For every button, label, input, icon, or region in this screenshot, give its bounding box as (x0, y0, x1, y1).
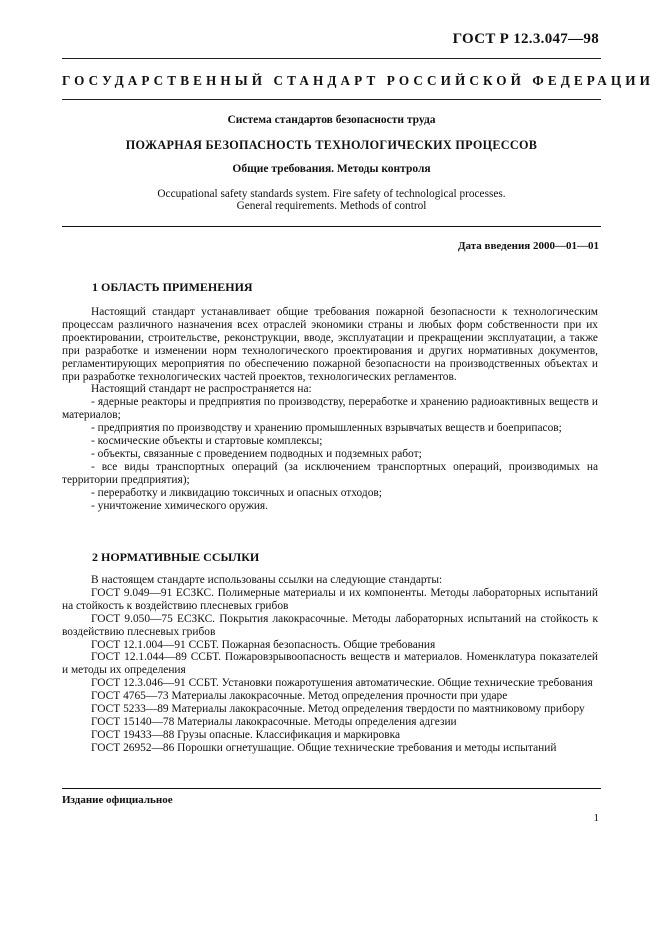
reference-item: ГОСТ 4765—73 Материалы лакокрасочные. Метод определения прочности при ударе (91, 690, 508, 703)
footer-rule (62, 788, 601, 789)
english-title (62, 188, 601, 212)
list-item: - переработку и ликвидацию токсичных и опасных отходов; (91, 486, 382, 499)
edition-label: Издание официальное (62, 794, 173, 806)
reference-item: ГОСТ 9.050—75 ЕСЗКС. Покрытия лакокрасочные. Методы лабораторных испытаний на стойкость к воздействию плесневых грибов (62, 612, 598, 638)
header-rule (62, 58, 601, 59)
reference-item: ГОСТ 9.049—91 ЕСЗКС. Полимерные материалы и их компоненты. Методы лабораторных испытаний на стойкость к воздействию плесневых грибов (62, 586, 598, 612)
reference-item: ГОСТ 5233—89 Материалы лакокрасочные. Метод определения твердости по маятниковому прибору (91, 703, 585, 716)
state-standard-banner: ГОСУДАРСТВЕННЫЙ СТАНДАРТ РОССИЙСКОЙ ФЕДЕРАЦИИ (62, 73, 654, 88)
reference-item: ГОСТ 12.3.046—91 ССБТ. Установки пожаротушения автоматические. Общие технические требования (91, 677, 593, 690)
title-rule (62, 226, 601, 227)
english-title-line: Occupational safety standards system. Fire safety of technological processes. (157, 188, 506, 200)
reference-item: ГОСТ 12.1.044—89 ССБТ. Пожаровзрывоопасность веществ и материалов. Номенклатура показателей и методы их определения (62, 651, 598, 677)
reference-item: ГОСТ 19433—88 Грузы опасные. Классификация и маркировка (91, 728, 401, 741)
reference-item: ГОСТ 26952—86 Порошки огнетушащие. Общие технические требования и методы испытаний (91, 741, 557, 754)
subtitle: Общие требования. Методы контроля (232, 163, 431, 175)
introduction-date: Дата введения 2000—01—01 (457, 240, 599, 252)
paragraph: Настоящий стандарт устанавливает общие требования пожарной безопасности к технологическим процессам различного назначения всех отраслей экономики страны и любых форм собственности при их проектировании, строительстве, реконструкции, вводе, эксплуатации и прекращении эксплуатации, а также при разработке и изменении норм технологического проектирования и других нормативных документов, регламентирующих мероприятия по обеспечению пожарной безопасности на производственных объектах и при разработке технологических частей проектов, технологических регламентов. (62, 306, 598, 383)
reference-item: ГОСТ 12.1.004—91 ССБТ. Пожарная безопасность. Общие требования (91, 638, 436, 651)
list-item: - космические объекты и стартовые комплексы; (91, 435, 323, 448)
paragraph: В настоящем стандарте использованы ссылки на следующие стандарты: (91, 574, 443, 586)
main-title: ПОЖАРНАЯ БЕЗОПАСНОСТЬ ТЕХНОЛОГИЧЕСКИХ ПРОЦЕССОВ (125, 138, 538, 152)
document-id: ГОСТ Р 12.3.047—98 (452, 31, 599, 47)
list-item: - ядерные реакторы и предприятия по производству, переработке и хранению радиоактивных веществ и материалов; (62, 396, 598, 422)
reference-item: ГОСТ 15140—78 Материалы лакокрасочные. Методы определения адгезии (91, 715, 457, 728)
list-item: - предприятия по производству и хранению промышленных взрывчатых веществ и боеприпасов; (91, 422, 562, 435)
section-1-heading: 1 ОБЛАСТЬ ПРИМЕНЕНИЯ (92, 280, 253, 294)
section-2-heading: 2 НОРМАТИВНЫЕ ССЫЛКИ (92, 550, 260, 564)
list-item: - уничтожение химического оружия. (91, 499, 269, 512)
standards-series: Система стандартов безопасности труда (227, 114, 436, 126)
section-2-body (62, 574, 598, 755)
section-1-body (62, 306, 598, 513)
english-title-line: General requirements. Methods of control (236, 200, 427, 212)
list-item: - все виды транспортных операций (за исключением транспортных операций, производимых на территории предприятия); (62, 460, 598, 486)
page-number: 1 (593, 812, 599, 824)
list-item: - объекты, связанные с проведением подводных и подземных работ; (91, 447, 422, 460)
banner-rule (62, 99, 601, 100)
paragraph: Настоящий стандарт не распространяется на: (91, 383, 312, 396)
